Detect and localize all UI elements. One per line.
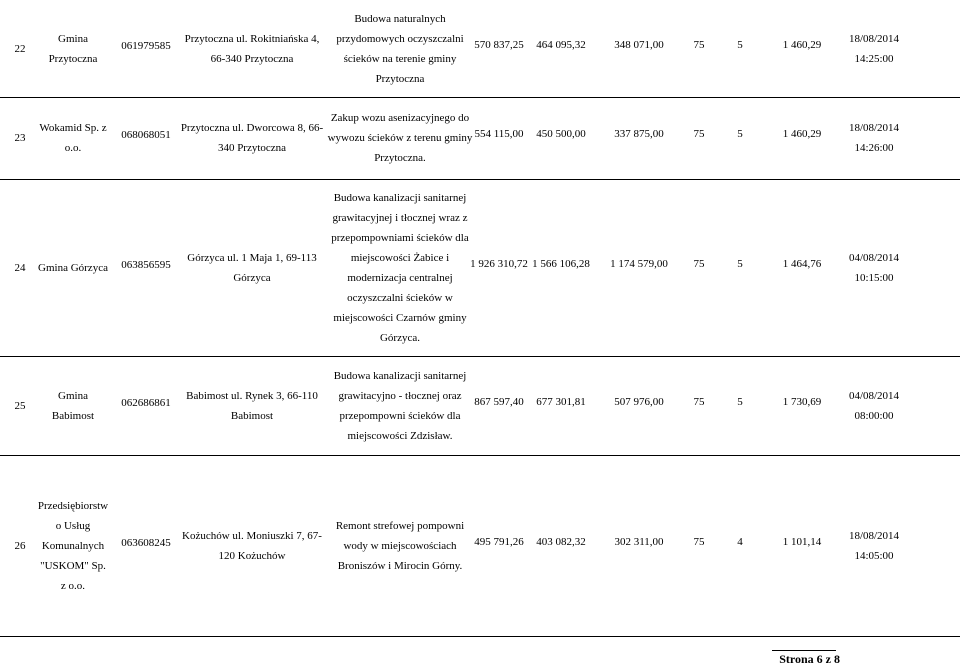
beneficiary-address [180, 455, 324, 636]
beneficiary-address [180, 97, 324, 179]
eligible-cost-line: 464 095,32 [536, 38, 586, 51]
grant-amount-line: 302 311,00 [614, 535, 664, 548]
project-title-line: miejscowości Czarnów gminy [333, 311, 467, 324]
project-title [324, 179, 476, 356]
beneficiary-address [180, 0, 324, 97]
submission-date [836, 356, 912, 455]
regon-number [112, 452, 180, 633]
project-title-line: wody w miejscowościach [343, 539, 457, 552]
beneficiary-address [180, 179, 324, 356]
grant-amount-line: 507 976,00 [614, 395, 664, 408]
beneficiary-name-line: Komunalnych [41, 539, 105, 552]
beneficiary-name-line: "USKOM" Sp. [40, 559, 106, 572]
beneficiary-address-line: Górzyca [233, 271, 271, 284]
grant-amount-line: 1 174 579,00 [610, 257, 668, 270]
row-number-line: 26 [14, 539, 26, 552]
project-title [324, 0, 476, 97]
beneficiary-name-line: Gmina [58, 389, 88, 402]
regon-number-line: 068068051 [121, 129, 171, 141]
points-value [728, 352, 752, 451]
beneficiary-name-line: z o.o. [60, 579, 86, 592]
row-number [6, 0, 34, 97]
submission-date [836, 455, 912, 636]
project-title-line: Górzyca. [379, 331, 420, 344]
points-value [728, 451, 752, 632]
project-title-line: miejscowości Zdzisław. [347, 429, 453, 442]
regon-number-line: 061979585 [121, 39, 171, 52]
submission-date-line: 18/08/2014 [848, 122, 900, 134]
beneficiary-name-line: o Usług [55, 519, 91, 532]
submission-date-line: 04/08/2014 [848, 389, 900, 402]
project-title-line: Remont strefowej pompowni [335, 519, 465, 532]
project-title [324, 356, 476, 455]
beneficiary-name-line: Przedsiębiorstw [37, 499, 109, 512]
submission-date-line: 14:25:00 [854, 52, 894, 65]
beneficiary-name [34, 179, 112, 356]
regon-number [112, 0, 180, 94]
beneficiary-address-line: Kożuchów ul. Moniuszki 7, 67- [182, 529, 322, 542]
total-cost [474, 0, 524, 93]
score-value-line: 1 460,29 [782, 38, 822, 51]
submission-date-line: 04/08/2014 [848, 251, 900, 264]
points-value [728, 93, 752, 175]
beneficiary-address-line: Przytoczna ul. Dworcowa 8, 66- [180, 122, 324, 134]
co-financing-percent-line: 75 [693, 257, 705, 270]
eligible-cost [526, 451, 596, 632]
score-value-line: 1 464,76 [782, 257, 822, 270]
eligible-cost-line: 403 082,32 [536, 535, 586, 548]
beneficiary-name-line: Przytoczna [48, 52, 98, 65]
total-cost-line: 867 597,40 [474, 395, 524, 408]
project-title-line: Zakup wozu asenizacyjnego do [330, 112, 470, 124]
eligible-cost [526, 175, 596, 352]
submission-date [836, 97, 912, 179]
grant-amount [598, 352, 680, 451]
beneficiary-address-line: Babimost ul. Rynek 3, 66-110 [186, 389, 318, 402]
project-title-line: Przytoczna [375, 72, 425, 85]
points-value [728, 175, 752, 352]
co-financing-percent [682, 175, 716, 352]
project-title-line: modernizacja centralnej [347, 271, 453, 284]
row-number [6, 179, 34, 356]
row-number-line: 24 [14, 261, 26, 274]
points-value-line: 4 [737, 535, 743, 548]
score-value-line: 1 460,29 [782, 128, 822, 140]
score-value [772, 451, 832, 632]
project-title-line: miejscowości Żabice i [350, 251, 450, 264]
grant-amount-line: 337 875,00 [614, 128, 664, 140]
points-value [728, 0, 752, 93]
regon-number-line: 063608245 [121, 536, 171, 549]
beneficiary-name [34, 97, 112, 179]
submission-date-line: 18/08/2014 [848, 529, 900, 542]
regon-number [112, 94, 180, 176]
beneficiary-address-line: Babimost [230, 409, 274, 422]
row-number [6, 97, 34, 179]
eligible-cost [526, 93, 596, 175]
regon-number [112, 176, 180, 353]
co-financing-percent-line: 75 [693, 535, 705, 548]
grant-amount-line: 348 071,00 [614, 38, 664, 51]
points-value-line: 5 [737, 257, 743, 270]
beneficiary-address-line: Górzyca ul. 1 Maja 1, 69-113 [187, 251, 317, 264]
total-cost-line: 495 791,26 [474, 535, 524, 548]
eligible-cost [526, 0, 596, 93]
total-cost [470, 175, 528, 352]
project-title [324, 97, 476, 179]
beneficiary-address-line: 66-340 Przytoczna [210, 52, 294, 65]
beneficiary-address-line: Przytoczna ul. Rokitniańska 4, [184, 32, 320, 45]
total-cost-line: 554 115,00 [474, 128, 524, 140]
score-value-line: 1 730,69 [782, 395, 822, 408]
score-value [772, 352, 832, 451]
regon-number-line: 062686861 [121, 396, 171, 409]
co-financing-percent-line: 75 [693, 38, 705, 51]
co-financing-percent [682, 93, 716, 175]
project-title-line: Przytoczna. [374, 152, 426, 164]
project-title-line: Budowa naturalnych [354, 12, 446, 25]
beneficiary-name-line: Gmina Górzyca [38, 261, 108, 274]
total-cost-line: 1 926 310,72 [470, 257, 528, 270]
co-financing-percent-line: 75 [693, 395, 705, 408]
row-number-line: 23 [14, 132, 26, 144]
beneficiary-name-line: Gmina [58, 32, 88, 45]
co-financing-percent-line: 75 [693, 128, 705, 140]
regon-number-line: 063856595 [121, 258, 171, 271]
score-value [772, 175, 832, 352]
submission-date [836, 179, 912, 356]
eligible-cost [526, 352, 596, 451]
submission-date-line: 14:26:00 [854, 142, 894, 154]
co-financing-percent [682, 352, 716, 451]
grant-amount [598, 0, 680, 93]
project-title [324, 455, 476, 636]
project-title-line: Budowa kanalizacji sanitarnej [333, 191, 467, 204]
score-value [772, 93, 832, 175]
submission-date-line: 10:15:00 [854, 271, 894, 284]
row-separator [0, 636, 960, 637]
project-title-line: ścieków na terenie gminy [343, 52, 457, 65]
total-cost [474, 93, 524, 175]
row-number [6, 356, 34, 455]
project-title-line: przepompowni ścieków dla [339, 409, 461, 422]
total-cost [474, 352, 524, 451]
grant-amount [598, 451, 680, 632]
points-value-line: 5 [737, 128, 743, 140]
co-financing-percent [682, 0, 716, 93]
row-number-line: 22 [14, 42, 26, 55]
beneficiary-name-line: Babimost [51, 409, 95, 422]
eligible-cost-line: 677 301,81 [536, 395, 586, 408]
beneficiary-address [180, 356, 324, 455]
eligible-cost-line: 450 500,00 [536, 128, 586, 140]
project-title-line: przydomowych oczyszczalni [336, 32, 464, 45]
project-title-line: przepompowniami ścieków dla [331, 231, 469, 244]
co-financing-percent [682, 451, 716, 632]
project-title-line: oczyszczalni ścieków w [347, 291, 453, 304]
project-title-line: Broniszów i Mirocin Górny. [337, 559, 463, 572]
grant-amount [598, 175, 680, 352]
grant-amount [598, 93, 680, 175]
project-title-line: wywozu ścieków z terenu gminy [327, 132, 473, 144]
submission-date-line: 18/08/2014 [848, 32, 900, 45]
points-value-line: 5 [737, 38, 743, 51]
beneficiary-name-line: Wokamid Sp. z [39, 122, 107, 134]
page-number: Strona 6 z 8 [779, 652, 840, 666]
beneficiary-address-line: 340 Przytoczna [217, 142, 287, 154]
total-cost-line: 570 837,25 [474, 38, 524, 51]
beneficiary-address-line: 120 Kożuchów [218, 549, 286, 562]
beneficiary-name [34, 455, 112, 636]
beneficiary-name-line: o.o. [64, 142, 82, 154]
beneficiary-name [34, 356, 112, 455]
row-number-line: 25 [14, 399, 26, 412]
score-value [772, 0, 832, 93]
submission-date [836, 0, 912, 97]
beneficiary-name [34, 0, 112, 97]
score-value-line: 1 101,14 [782, 535, 822, 548]
regon-number [112, 353, 180, 452]
row-number [6, 455, 34, 636]
footer-rule [772, 650, 836, 651]
project-title-line: grawitacyjnej i tłocznej wraz z [332, 211, 468, 224]
total-cost [474, 451, 524, 632]
points-value-line: 5 [737, 395, 743, 408]
submission-date-line: 08:00:00 [854, 409, 894, 422]
project-title-line: grawitacyjno - tłocznej oraz [338, 389, 462, 402]
project-title-line: Budowa kanalizacji sanitarnej [333, 369, 467, 382]
eligible-cost-line: 1 566 106,28 [532, 257, 590, 270]
submission-date-line: 14:05:00 [854, 549, 894, 562]
